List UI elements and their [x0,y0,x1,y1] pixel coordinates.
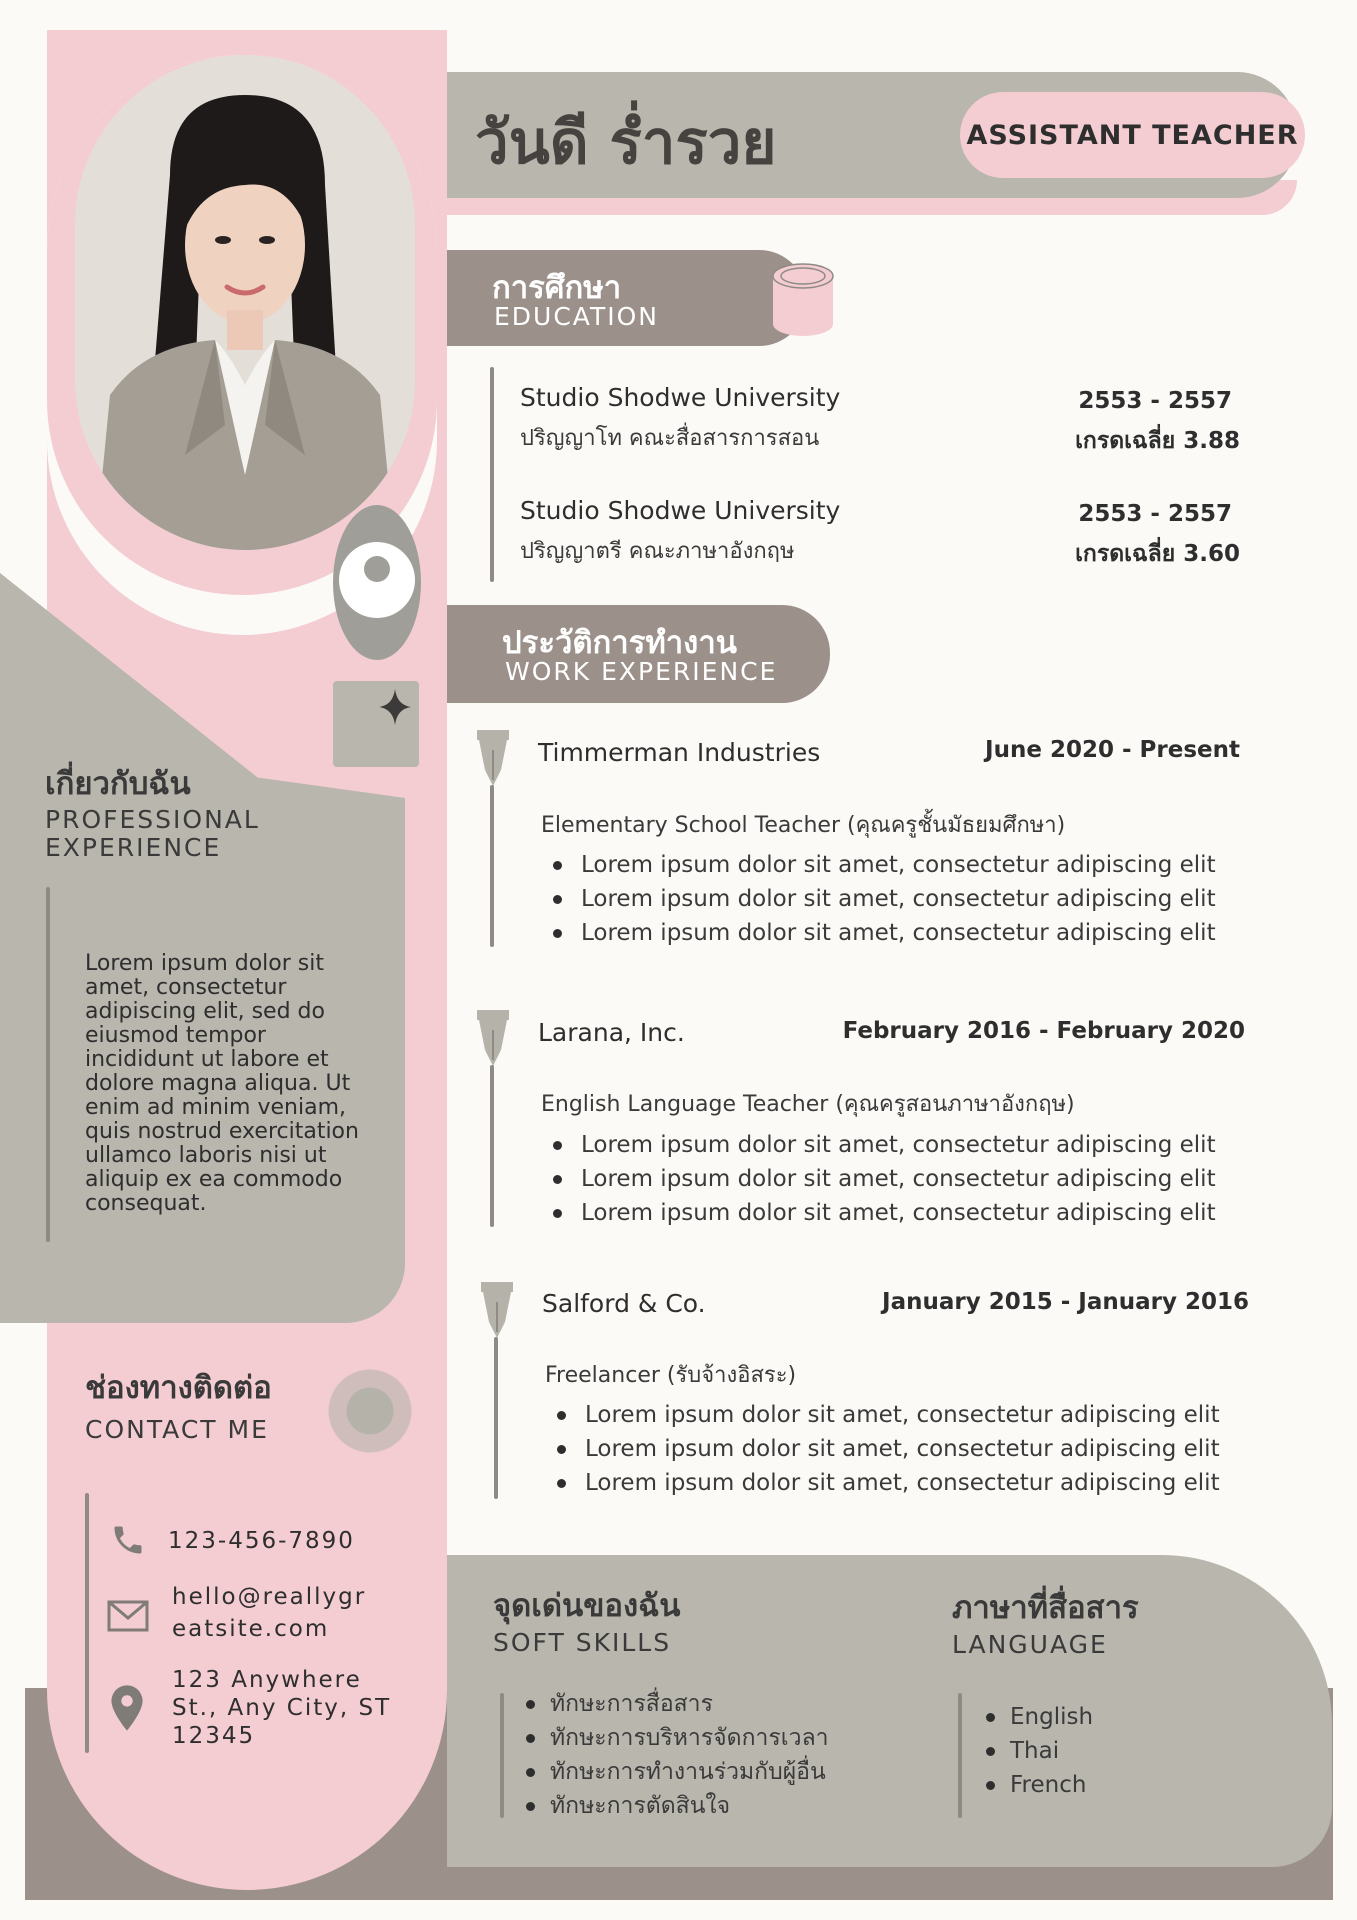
list-item: English [980,1700,1093,1734]
sun-decoration [322,1363,418,1459]
list-item: French [980,1768,1093,1802]
contact-divider [85,1493,89,1753]
list-item: ทักษะการตัดสินใจ [520,1789,829,1823]
eye-decoration-pupil [364,556,390,582]
education-years-1: 2553 - 2557 [1078,388,1232,414]
contact-phone[interactable]: 123-456-7890 [168,1528,355,1554]
list-item: Lorem ipsum dolor sit amet, consectetur adipiscing elit [545,1432,1220,1466]
role-title: ASSISTANT TEACHER [966,119,1299,151]
list-item: Lorem ipsum dolor sit amet, consectetur adipiscing elit [541,848,1216,882]
about-title-th: เกี่ยวกับฉัน [45,766,191,802]
sparkle-icon [333,681,419,767]
education-school-2: Studio Shodwe University [520,496,841,525]
about-text: Lorem ipsum dolor sit amet, consectetur adipiscing elit, sed do eiusmod tempor incididunt ut labore et dolore magna aliqua. Ut enim ad minim veniam, quis nostrud exercitation ullamco laboris nisi ut aliquip ex ea commodo consequat. [85,951,359,1216]
list-item: Lorem ipsum dolor sit amet, consectetur adipiscing elit [545,1398,1220,1432]
list-item: Lorem ipsum dolor sit amet, consectetur adipiscing elit [541,1162,1216,1196]
education-tab [447,250,807,346]
education-degree-1: ปริญญาโท คณะสื่อสารการสอน [520,426,820,451]
profile-photo [75,55,415,550]
job-company-3: Salford & Co. [542,1289,706,1318]
cylinder-decoration [770,262,836,338]
job-bullets-2 [541,1128,1216,1230]
job-bullets-3 [545,1398,1220,1500]
job-role-1: Elementary School Teacher (คุณครูชั้นมัธยมศึกษา) [541,813,1066,838]
work-title-th: ประวัติการทำงาน [502,625,737,661]
job-date-1: June 2020 - Present [985,737,1240,763]
contact-title-th: ช่องทางติดต่อ [85,1370,272,1406]
job-date-3: January 2015 - January 2016 [882,1289,1249,1315]
contact-address-line-1: 123 Anywhere [172,1667,362,1693]
education-title-en: EDUCATION [494,302,659,331]
education-school-1: Studio Shodwe University [520,383,841,412]
education-gpa-1: เกรดเฉลี่ย 3.88 [1075,428,1240,454]
work-tab [447,605,830,703]
education-degree-2: ปริญญาตรี คณะภาษาอังกฤษ [520,539,795,564]
contact-title-en: CONTACT ME [85,1415,269,1444]
job-role-2: English Language Teacher (คุณครูสอนภาษาอังกฤษ) [541,1092,1075,1117]
fountain-pen-icon [475,1010,511,1070]
contact-address [172,1666,391,1750]
contact-address-line-2: St., Any City, ST [172,1695,392,1721]
phone-icon [110,1522,146,1558]
education-years-2: 2553 - 2557 [1078,501,1232,527]
about-divider [46,887,50,1242]
list-item: Lorem ipsum dolor sit amet, consectetur adipiscing elit [541,916,1216,950]
fountain-pen-icon [475,730,511,790]
skills-title-en: SOFT SKILLS [493,1628,672,1657]
education-timeline [490,367,494,582]
list-item: Thai [980,1734,1093,1768]
fountain-pen-icon [479,1282,515,1342]
about-title-en-2: EXPERIENCE [45,833,222,862]
role-pill [960,92,1305,178]
contact-address-line-3: 12345 [172,1723,256,1749]
education-title-th: การศึกษา [492,270,622,306]
language-title-th: ภาษาที่สื่อสาร [952,1590,1139,1626]
job-timeline-3 [494,1337,498,1499]
list-item: Lorem ipsum dolor sit amet, consectetur adipiscing elit [541,1128,1216,1162]
work-title-en: WORK EXPERIENCE [505,657,778,686]
list-item: Lorem ipsum dolor sit amet, consectetur adipiscing elit [545,1466,1220,1500]
about-title-en-1: PROFESSIONAL [45,805,260,834]
list-item: ทักษะการสื่อสาร [520,1687,829,1721]
job-timeline-1 [490,785,494,947]
contact-email-line-1: hello@reallygr [172,1584,367,1610]
list-item: Lorem ipsum dolor sit amet, consectetur adipiscing elit [541,1196,1216,1230]
job-company-2: Larana, Inc. [538,1018,685,1047]
job-bullets-1 [541,848,1216,950]
list-item: ทักษะการทำงานร่วมกับผู้อื่น [520,1755,829,1789]
language-title-en: LANGUAGE [952,1630,1108,1659]
job-date-2: February 2016 - February 2020 [842,1018,1245,1044]
list-item: ทักษะการบริหารจัดการเวลา [520,1721,829,1755]
language-list [980,1700,1093,1802]
sparkle-tile [333,681,419,767]
education-gpa-2: เกรดเฉลี่ย 3.60 [1075,541,1240,567]
contact-email[interactable] [172,1583,366,1643]
location-pin-icon [110,1685,144,1731]
job-timeline-2 [490,1065,494,1227]
skills-title-th: จุดเด่นของฉัน [493,1588,681,1624]
language-divider [958,1693,962,1818]
list-item: Lorem ipsum dolor sit amet, consectetur adipiscing elit [541,882,1216,916]
contact-email-line-2: eatsite.com [172,1616,330,1642]
skills-list [520,1687,829,1823]
full-name: วันดี ร่ำรวย [475,108,777,178]
envelope-icon [107,1600,149,1632]
skills-divider [500,1693,504,1818]
job-company-1: Timmerman Industries [538,738,821,767]
job-role-3: Freelancer (รับจ้างอิสระ) [545,1363,797,1388]
